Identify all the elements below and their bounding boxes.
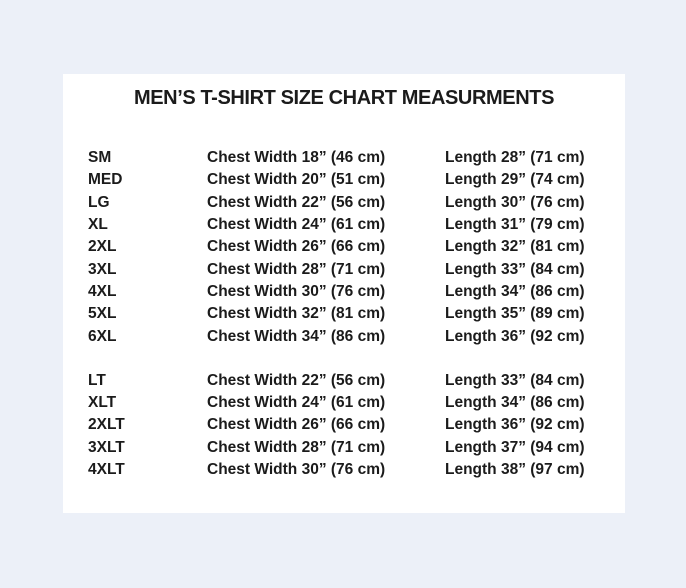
length-measurement: Length 31” (79 cm) — [445, 216, 585, 234]
table-row — [63, 370, 625, 392]
table-row — [63, 169, 625, 191]
chest-measurement: Chest Width 26” (66 cm) — [207, 238, 386, 256]
size-label: 5XL — [88, 305, 117, 323]
chest-measurement: Chest Width 30” (76 cm) — [207, 282, 386, 300]
regular-sizes-section — [63, 147, 625, 348]
chest-measurement: Chest Width 22” (56 cm) — [207, 371, 386, 389]
table-row — [63, 236, 625, 258]
length-measurement: Length 33” (84 cm) — [445, 371, 585, 389]
length-measurement: Length 37” (94 cm) — [445, 438, 585, 456]
tall-sizes-section — [63, 370, 625, 481]
chest-measurement: Chest Width 32” (81 cm) — [207, 305, 386, 323]
page-title: MEN’S T-SHIRT SIZE CHART MEASURMENTS — [133, 87, 555, 109]
size-label: 3XL — [88, 260, 117, 278]
size-label: LT — [88, 371, 106, 389]
length-measurement: Length 36” (92 cm) — [445, 416, 585, 434]
table-row — [63, 392, 625, 414]
size-label: 4XLT — [88, 461, 125, 478]
length-measurement: Length 30” (76 cm) — [445, 193, 585, 211]
table-row — [63, 281, 625, 303]
length-measurement: Length 32” (81 cm) — [445, 238, 585, 256]
size-label: MED — [88, 171, 123, 189]
length-measurement: Length 34” (86 cm) — [445, 282, 585, 300]
length-measurement: Length 33” (84 cm) — [445, 260, 585, 278]
chest-measurement: Chest Width 22” (56 cm) — [207, 193, 386, 211]
length-measurement: Length 38” (97 cm) — [445, 461, 585, 478]
table-row — [63, 303, 625, 325]
chest-measurement: Chest Width 30” (76 cm) — [207, 461, 386, 478]
length-measurement: Length 36” (92 cm) — [445, 327, 585, 345]
size-label: LG — [88, 193, 110, 211]
table-row — [63, 258, 625, 280]
table-row — [63, 192, 625, 214]
size-chart-panel — [63, 74, 625, 513]
size-label: XLT — [88, 394, 117, 412]
size-label: 6XL — [88, 327, 117, 345]
table-row — [63, 414, 625, 436]
chest-measurement: Chest Width 34” (86 cm) — [207, 327, 386, 345]
size-label: XL — [88, 216, 108, 234]
length-measurement: Length 35” (89 cm) — [445, 305, 585, 323]
size-table — [63, 147, 625, 481]
chest-measurement: Chest Width 28” (71 cm) — [207, 438, 386, 456]
length-measurement: Length 28” (71 cm) — [445, 149, 585, 167]
chest-measurement: Chest Width 24” (61 cm) — [207, 394, 386, 412]
size-label: 4XL — [88, 282, 117, 300]
size-label: 2XLT — [88, 416, 125, 434]
length-measurement: Length 34” (86 cm) — [445, 394, 585, 412]
table-row — [63, 437, 625, 459]
chest-measurement: Chest Width 28” (71 cm) — [207, 260, 386, 278]
size-label: SM — [88, 149, 112, 167]
size-label: 3XLT — [88, 438, 125, 456]
length-measurement: Length 29” (74 cm) — [445, 171, 585, 189]
chest-measurement: Chest Width 18” (46 cm) — [207, 149, 386, 167]
table-row — [63, 325, 625, 347]
table-row — [63, 147, 625, 169]
table-row — [63, 214, 625, 236]
table-row — [63, 459, 625, 481]
size-label: 2XL — [88, 238, 117, 256]
chest-measurement: Chest Width 20” (51 cm) — [207, 171, 386, 189]
chest-measurement: Chest Width 26” (66 cm) — [207, 416, 386, 434]
chest-measurement: Chest Width 24” (61 cm) — [207, 216, 386, 234]
